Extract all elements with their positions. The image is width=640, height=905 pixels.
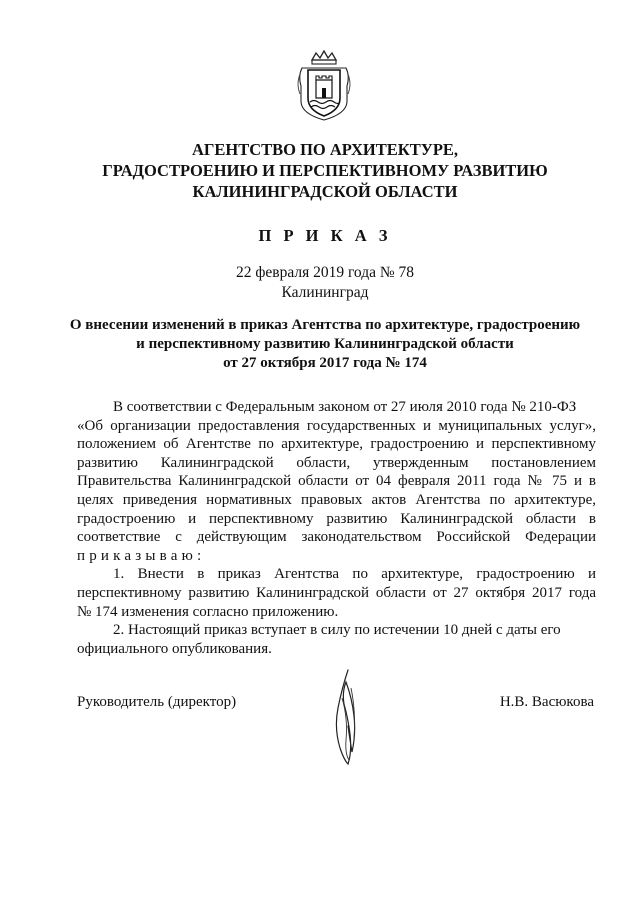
order-subject-line: от 27 октября 2017 года № 174 — [223, 355, 427, 371]
agency-name — [60, 139, 590, 202]
body-line: Правительства Калининградской области от 04 февраля 2011 года № 75 и в — [77, 473, 596, 490]
body-line: положением об Агентстве по архитектуре, градостроению и перспективному — [77, 436, 596, 453]
agency-name-line: КАЛИНИНГРАДСКОЙ ОБЛАСТИ — [192, 182, 458, 201]
agency-name-line: АГЕНТСТВО ПО АРХИТЕКТУРЕ, — [191, 140, 459, 159]
body-line: соответствие с действующим законодательством Российской Федерации — [77, 529, 596, 546]
body-line: градостроению и перспективному развитию Калининградской области в — [77, 510, 596, 527]
body-line: развитию Калининградской области, утвержденным постановлением — [77, 454, 596, 471]
handwritten-signature — [318, 668, 378, 768]
order-city: Калининград — [281, 284, 369, 301]
order-subject — [55, 316, 595, 373]
body-line: целях приведения нормативных правовых актов Агентства по архитектуре, — [77, 491, 596, 508]
body-line: перспективному развитию Калининградской области от 27 октября 2017 года — [77, 584, 596, 601]
order-body — [77, 398, 596, 658]
order-date-number: 22 февраля 2019 года № 78 — [235, 264, 415, 281]
signer-position: Руководитель (директор) — [77, 694, 237, 710]
signer-name: Н.В. Васюкова — [499, 694, 594, 710]
order-subject-line: и перспективному развитию Калининградской области — [136, 336, 514, 352]
body-line: приказываю: — [77, 547, 206, 564]
order-meta — [60, 263, 590, 303]
order-subject-line: О внесении изменений в приказ Агентства по архитектуре, градостроению — [69, 317, 581, 333]
body-line: 1. Внести в приказ Агентства по архитектуре, градостроению и — [113, 566, 596, 583]
body-line: № 174 изменения согласно приложению. — [77, 603, 339, 620]
coat-of-arms-icon — [294, 50, 354, 122]
body-line: официального опубликования. — [77, 640, 272, 657]
agency-name-line: ГРАДОСТРОЕНИЮ И ПЕРСПЕКТИВНОМУ РАЗВИТИЮ — [102, 161, 548, 180]
body-line: «Об организации предоставления государственных и муниципальных услуг», — [77, 417, 596, 434]
body-line: В соответствии с Федеральным законом от 27 июля 2010 года № 210-ФЗ — [113, 399, 577, 415]
body-line: 2. Настоящий приказ вступает в силу по истечении 10 дней с даты его — [113, 622, 561, 639]
order-title: П Р И К А З — [258, 226, 392, 245]
